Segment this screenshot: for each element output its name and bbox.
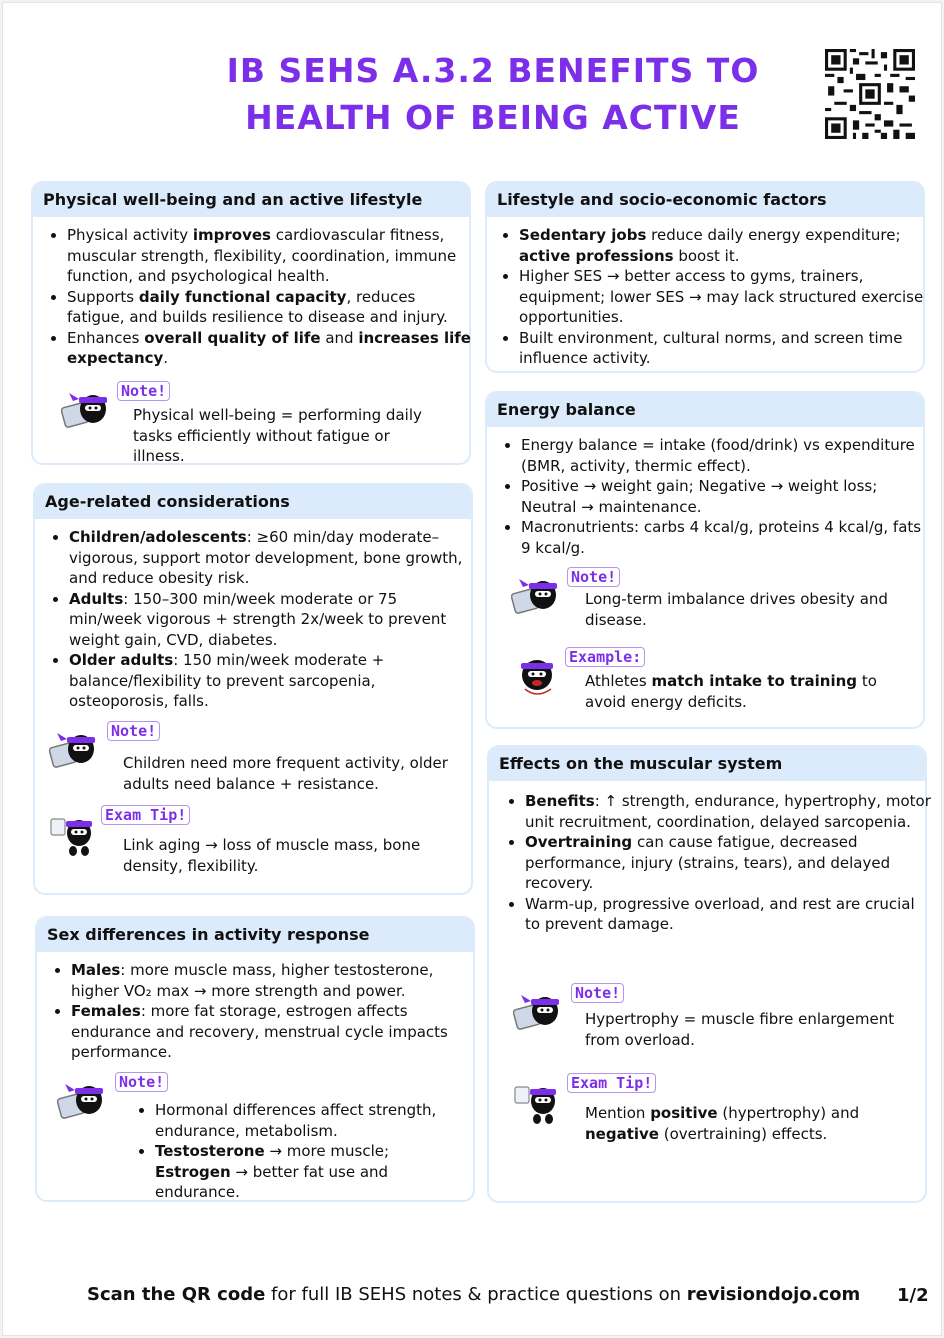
bullet-list [47,527,473,712]
exam-tip-text: Link aging → loss of muscle mass, bone density, flexibility. [123,836,421,875]
exam-tip-tag: Exam Tip! [101,805,190,825]
note-list [135,1100,457,1203]
list-item: • Macronutrients: carbs 4 kcal/g, proteins 4 kcal/g, fats 9 kcal/g. [521,517,927,558]
list-item: • Warm-up, progressive overload, and rest are crucial to prevent damage. [525,894,933,935]
note-tag: Note! [115,1072,168,1092]
ninja-mascot-icon [49,725,101,777]
list-item: • Males: more muscle mass, higher testosterone, higher VO₂ max → more strength and power. [71,960,471,1001]
bullet-list [49,960,471,1063]
page-title: IB SEHS A.3.2 BENEFITS TO HEALTH OF BEING ACTIVE [226,51,760,137]
ninja-eating-icon [511,651,563,703]
card-heading: Effects on the muscular system [489,747,925,781]
note-text: Children need more frequent activity, older adults need balance + resistance. [123,754,448,793]
card-heading: Physical well-being and an active lifestyle [33,183,469,217]
site-link[interactable]: revisiondojo.com [686,1284,861,1305]
list-item: • Hormonal differences affect strength, endurance, metabolism. [155,1100,457,1141]
ninja-mascot-icon [511,571,563,623]
card-heading: Sex differences in activity response [37,918,473,952]
exam-tip-text: Mention positive (hypertrophy) and negative (overtraining) effects. [585,1104,860,1143]
note-text: Physical well-being = performing daily tasks efficiently without fatigue or illness. [133,406,422,465]
list-item: • Enhances overall quality of life and increases life expectancy. [67,328,471,369]
ninja-mascot-icon [513,987,565,1039]
exam-tip-tag: Exam Tip! [567,1073,656,1093]
page [2,2,942,1336]
list-item: • Energy balance = intake (food/drink) vs expenditure (BMR, activity, thermic effect). [521,435,927,476]
list-item: • Sedentary jobs reduce daily energy expenditure; active professions boost it. [519,225,925,266]
list-item: • Testosterone → more muscle; Estrogen → better fat use and endurance. [155,1141,457,1203]
list-item: • Older adults: 150 min/week moderate + balance/flexibility to prevent sarcopenia, osteoporosis, falls. [69,650,473,712]
note-tag: Note! [107,721,160,741]
exam-tip-callout [49,805,459,875]
ninja-exam-tip-icon [513,1075,565,1131]
list-item: • Supports daily functional capacity, reduces fatigue, and builds resilience to disease and injury. [67,287,471,328]
card-heading: Lifestyle and socio-economic factors [487,183,923,217]
list-item: • Positive → weight gain; Negative → weight loss; Neutral → maintenance. [521,476,927,517]
note-callout [49,721,459,791]
note-text: Long-term imbalance drives obesity and disease. [585,590,888,629]
note-tag: Note! [117,381,170,401]
bullet-list [497,225,925,369]
note-tag: Note! [571,983,624,1003]
card-muscular-system [487,745,931,1203]
list-item: • Physical activity improves cardiovascular fitness, muscular strength, flexibility, coordination, immune function, and psychological health. [67,225,471,287]
card-physical-wellbeing [31,181,471,465]
example-tag: Example: [565,647,645,667]
card-lifestyle-socioeconomic [485,181,925,373]
list-item: • Females: more fat storage, estrogen affects endurance and recovery, menstrual cycle impacts performance. [71,1001,471,1063]
bullet-list [503,791,933,935]
card-sex-differences [35,916,475,1202]
bullet-list [499,435,927,558]
card-heading: Energy balance [487,393,923,427]
note-callout [513,983,917,1053]
list-item: • Adults: 150–300 min/week moderate or 75 min/week vigorous + strength 2x/week to prevent weight gain, CVD, diabetes. [69,589,473,651]
example-callout [511,647,915,717]
list-item: • Built environment, cultural norms, and screen time influence activity. [519,328,925,369]
footer-text: Scan the QR code for full IB SEHS notes & practice questions on revisiondojo.com [87,1284,861,1305]
ninja-mascot-icon [57,1076,109,1128]
card-heading: Age-related considerations [35,485,471,519]
ninja-exam-tip-icon [49,807,101,863]
list-item: • Benefits: ↑ strength, endurance, hypertrophy, motor unit recruitment, coordination, delayed sarcopenia. [525,791,933,832]
qr-code-icon[interactable] [825,49,915,139]
exam-tip-callout [513,1073,917,1145]
list-item: • Children/adolescents: ≥60 min/day moderate–vigorous, support motor development, bone growth, and reduce obesity risk. [69,527,473,589]
example-text: Athletes match intake to training to avoid energy deficits. [585,672,877,711]
list-item: • Higher SES → better access to gyms, trainers, equipment; lower SES → may lack structured exercise opportunities. [519,266,925,328]
note-text: Hypertrophy = muscle fibre enlargement from overload. [585,1010,895,1049]
list-item: • Overtraining can cause fatigue, decreased performance, injury (strains, tears), and delayed recovery. [525,832,933,894]
note-callout [57,1072,467,1201]
page-number: 1/2 [897,1285,929,1306]
note-callout [61,381,461,465]
card-energy-balance [485,391,925,729]
bullet-list [45,225,471,369]
card-age-related [33,483,473,895]
ninja-mascot-icon [61,385,113,437]
note-tag: Note! [567,567,620,587]
note-callout [511,567,915,637]
